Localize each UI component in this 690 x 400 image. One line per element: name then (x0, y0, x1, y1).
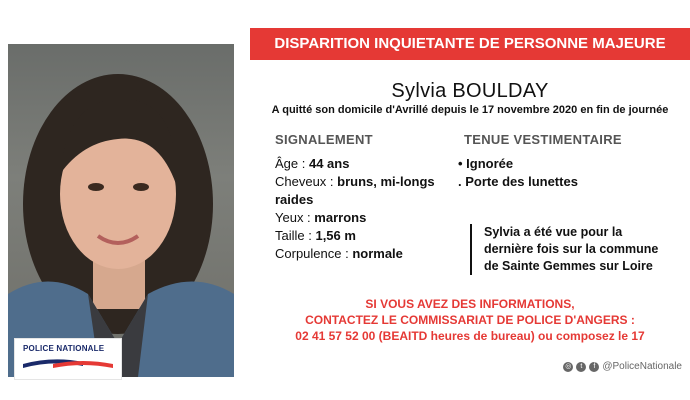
left-home-text: A quitté son domicile d'Avrillé depuis le 17 novembre 2020 en fin de journée (271, 104, 669, 116)
sig-label: Âge : (275, 156, 309, 171)
sig-row-age (275, 155, 455, 173)
missing-person-photo (8, 44, 234, 377)
sig-label: Taille : (275, 228, 316, 243)
police-nationale-logo (14, 338, 122, 380)
social-handle[interactable]: @PoliceNationale (602, 361, 682, 372)
instagram-icon[interactable]: ◎ (565, 362, 572, 370)
tenue-title: TENUE VESTIMENTAIRE (464, 132, 622, 147)
contact-block (250, 296, 690, 344)
sig-row-hair (275, 173, 455, 191)
facebook-icon[interactable]: f (589, 362, 599, 372)
sig-row-build (275, 245, 455, 263)
sig-value: normale (352, 246, 403, 261)
social-footer (563, 361, 682, 372)
tenue-item: . Porte des lunettes (458, 174, 578, 189)
sig-value: raides (275, 192, 314, 207)
contact-phone: 02 41 57 52 00 (BEAITD heures de bureau) ou composez le 17 (295, 329, 645, 343)
sig-label: Yeux : (275, 210, 315, 225)
sig-row-height (275, 227, 455, 245)
logo-text: POLICE NATIONALE (23, 344, 105, 353)
sig-label: Corpulence : (275, 246, 353, 261)
person-name: Sylvia BOULDAY (391, 80, 549, 102)
sig-label: Cheveux : (275, 174, 338, 189)
sig-row-eyes (275, 209, 455, 227)
signalement-list (275, 155, 455, 263)
sig-value: 1,56 m (315, 228, 356, 243)
sig-value: marrons (314, 210, 367, 225)
contact-line: SI VOUS AVEZ DES INFORMATIONS, (365, 297, 575, 311)
portrait-illustration (8, 44, 234, 377)
sig-row-hair-cont (275, 191, 455, 209)
tenue-list (458, 155, 578, 191)
sig-value: bruns, mi-longs (337, 174, 435, 189)
alert-banner: DISPARITION INQUIETANTE DE PERSONNE MAJEURE (250, 28, 690, 60)
contact-line: CONTACTEZ LE COMMISSARIAT DE POLICE D'ANGERS : (305, 313, 635, 327)
signalement-title: SIGNALEMENT (275, 132, 373, 147)
twitter-icon[interactable]: t (576, 362, 586, 372)
sig-value: 44 ans (308, 156, 350, 171)
tenue-item: • Ignorée (458, 156, 514, 171)
last-seen-text: Sylvia a été vue pour la dernière fois sur la commune de Sainte Gemmes sur Loire (470, 224, 664, 275)
tricolor-band (23, 356, 113, 370)
